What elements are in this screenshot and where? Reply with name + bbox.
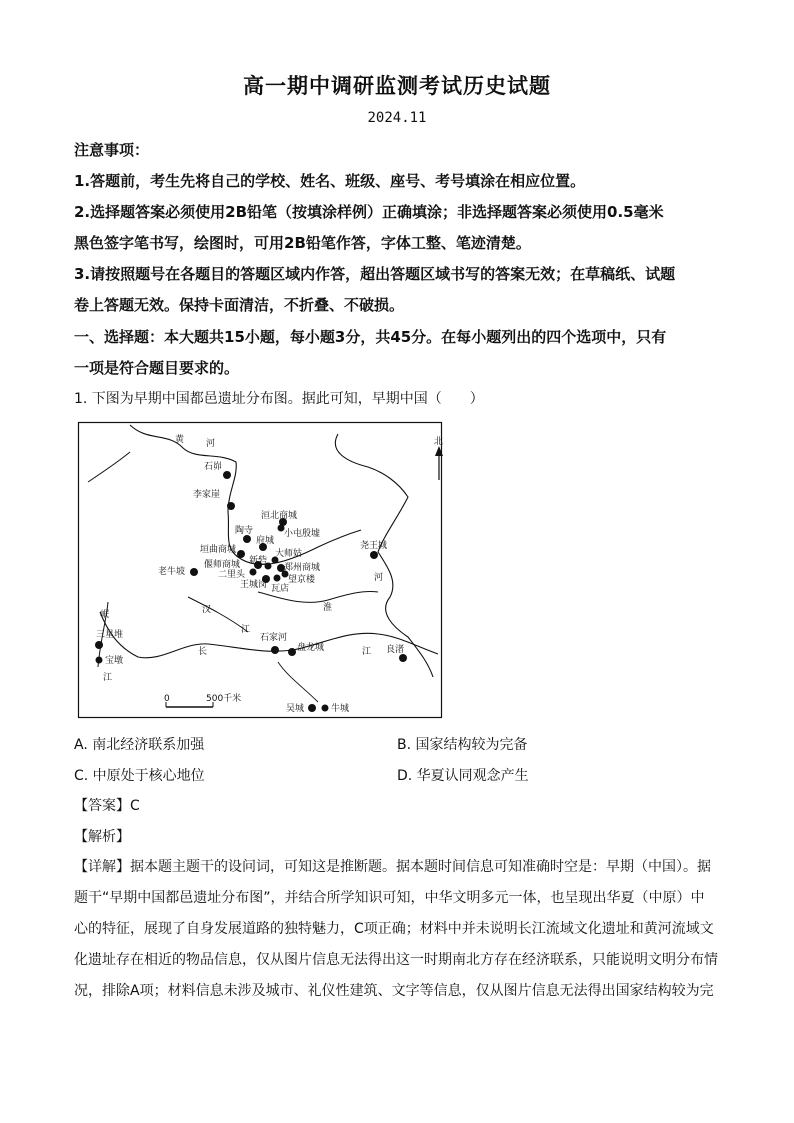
label-jiang2: 江 <box>103 673 113 683</box>
label-yanshi: 偃师商城 <box>204 560 241 570</box>
site-dot-shimao <box>223 471 231 479</box>
option-d: D. 华夏认同观念产生 <box>397 768 529 784</box>
label-lijiaya: 李家崖 <box>193 490 221 500</box>
site-dot-wucheng <box>308 704 316 712</box>
notice-heading: 注意事项： <box>74 141 150 159</box>
site-dot-niucheng <box>322 705 329 712</box>
label-laoniupo: 老牛坡 <box>158 567 186 577</box>
explanation-line-4: 化遗址存在相近的物品信息，仅从图片信息无法得出这一时期南北方存在经济联系，只能说明文明分布情 <box>74 952 718 968</box>
label-yaowang: 尧王城 <box>360 541 388 551</box>
label-xiaotun: 小屯殷墟 <box>284 529 321 539</box>
label-he2: 河 <box>374 573 384 583</box>
label-han: 汉 <box>202 605 212 615</box>
option-b: B. 国家结构较为完备 <box>397 737 528 753</box>
label-liangzhu: 良渚 <box>386 645 405 655</box>
label-he: 河 <box>206 439 216 449</box>
scale-km-label: 500千米 <box>206 694 242 704</box>
option-c: C. 中原处于核心地位 <box>74 768 205 784</box>
notice-item-2-line-1: 2.选择题答案必须使用2B铅笔（按填涂样例）正确填涂；非选择题答案必须使用0.5毫米 <box>74 203 664 221</box>
site-dot-yuanqu <box>237 550 245 558</box>
label-huang: 黄 <box>175 435 185 445</box>
label-wucheng: 吴城 <box>286 704 305 714</box>
site-dot-panlongcheng <box>288 648 296 656</box>
notice-item-2-line-2: 黑色签字笔书写，绘图时，可用2B铅笔作答，字体工整、笔迹清楚。 <box>74 234 531 252</box>
site-dot-yaowang <box>370 551 378 559</box>
label-shimao: 石峁 <box>204 462 223 472</box>
site-dot-shijiahe <box>271 646 279 654</box>
label-yuanqu: 垣曲商城 <box>200 545 237 555</box>
label-dashigu: 大师姑 <box>275 549 303 559</box>
site-dot-wangchenggang <box>274 575 281 582</box>
answer-tag: 【答案】C <box>74 798 140 814</box>
label-panlongcheng: 盘龙城 <box>297 643 325 653</box>
label-jiang3: 江 <box>362 647 372 657</box>
label-zhengzhou: 郑州商城 <box>284 563 321 573</box>
label-baodun: 宝墩 <box>105 656 124 666</box>
analysis-tag: 【解析】 <box>74 829 130 845</box>
capital-sites-map <box>78 422 442 718</box>
label-niucheng: 牛城 <box>331 704 350 714</box>
question-1-stem: 1. 下图为早期中国都邑遗址分布图。据此可知，早期中国（ ） <box>74 391 484 407</box>
explanation-line-2: 题干“早期中国都邑遗址分布图”，并结合所学知识可知，中华文明多元一体，也呈现出华夏（中原）中 <box>74 890 705 906</box>
site-dot-baodun <box>96 657 103 664</box>
north-label: 北 <box>434 437 444 447</box>
option-a: A. 南北经济联系加强 <box>74 737 205 753</box>
scale-zero-label: 0 <box>164 694 170 704</box>
notice-item-3-line-1: 3.请按照题号在各题目的答题区域内作答，超出答题区域书写的答案无效；在草稿纸、试题 <box>74 265 676 283</box>
explanation-line-1: 【详解】据本题主题干的设问词，可知这是推断题。据本题时间信息可知准确时空是：早期（中国）。据 <box>74 859 711 875</box>
label-wadian: 瓦店 <box>271 584 290 594</box>
site-dot-liangzhu <box>399 654 407 662</box>
label-wangjinglou: 望京楼 <box>288 575 316 585</box>
label-fucheng: 府城 <box>256 536 275 546</box>
label-shijiahe: 石家河 <box>260 633 288 643</box>
site-dot-sanxingdui <box>95 641 103 649</box>
site-dot-laoniupo <box>190 568 198 576</box>
exam-date: 2024.11 <box>367 110 427 126</box>
label-taosi: 陶寺 <box>235 526 254 536</box>
site-dot-lijiaya <box>227 502 235 510</box>
label-huai: 淮 <box>323 603 333 613</box>
explanation-line-3: 心的特征，展现了自身发展道路的独特魅力，C项正确；材料中并未说明长江流域文化遗址和黄河流域文 <box>74 921 714 937</box>
section-heading-line-1: 一、选择题：本大题共15小题，每小题3分，共45分。在每小题列出的四个选项中，只有 <box>74 328 667 346</box>
label-chang: 长 <box>198 647 208 657</box>
label-xinzhai: 新砦 <box>249 556 268 566</box>
explanation-line-5: 况，排除A项；材料信息未涉及城市、礼仪性建筑、文字等信息，仅从图片信息无法得出国家结构较为完 <box>74 983 714 999</box>
notice-item-1: 1.答题前，考生先将自己的学校、姓名、班级、座号、考号填涂在相应位置。 <box>74 172 586 190</box>
label-huanbei: 洹北商城 <box>261 511 298 521</box>
section-heading-line-2: 一项是符合题目要求的。 <box>74 359 240 377</box>
label-jiang1: 江 <box>241 625 251 635</box>
map-frame <box>79 423 442 718</box>
page-title: 高一期中调研监测考试历史试题 <box>243 74 551 98</box>
label-sanxingdui: 三星堆 <box>96 630 124 640</box>
label-erlitou: 二里头 <box>218 570 246 580</box>
site-dot-taosi <box>243 535 251 543</box>
notice-item-3-line-2: 卷上答题无效。保持卡面清洁，不折叠、不破损。 <box>74 296 405 314</box>
site-dot-erlitou <box>250 569 257 576</box>
label-min: 岷 <box>100 610 110 620</box>
label-wangchenggang: 王城岗 <box>240 580 268 590</box>
